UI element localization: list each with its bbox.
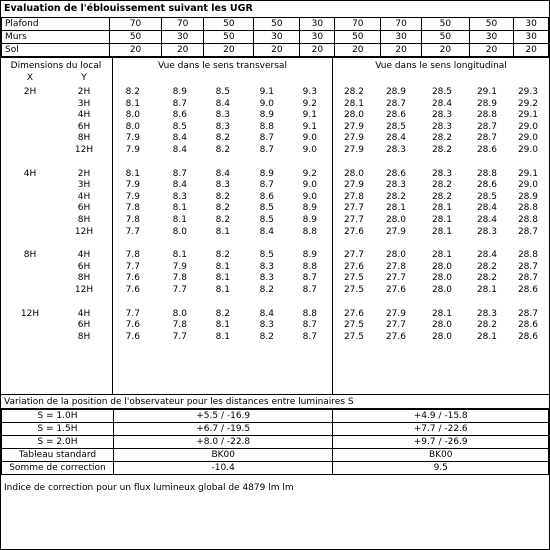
ugr-longitudinal-value: 27.7 <box>343 250 364 261</box>
ugr-longitudinal-value: 27.6 <box>343 226 364 237</box>
ugr-longitudinal-value: 28.2 <box>431 191 452 202</box>
room-y-value: 8H <box>77 133 91 144</box>
ugr-longitudinal-value: 28.3 <box>476 308 497 319</box>
ugr-transversal-value: 8.1 <box>172 215 187 225</box>
ugr-longitudinal-value: 28.1 <box>431 215 452 225</box>
ugr-longitudinal-value: 28.0 <box>431 331 452 342</box>
ugr-longitudinal-value: 28.3 <box>476 226 497 237</box>
ugr-longitudinal-value: 27.9 <box>343 145 364 155</box>
correction-longitudinal: BK00 <box>333 449 549 462</box>
ugr-transversal-value: 8.2 <box>215 133 230 144</box>
ugr-transversal-value: 8.1 <box>215 320 230 331</box>
ugr-transversal-value: 9.0 <box>302 191 317 202</box>
ugr-longitudinal-value: 27.5 <box>343 285 364 295</box>
ugr-transversal-value: 8.2 <box>215 250 230 261</box>
longitudinal-label: Vue dans le sens longitudinal <box>375 61 507 71</box>
ugr-transversal-value: 7.7 <box>125 226 140 237</box>
ugr-longitudinal-value: 27.7 <box>343 215 364 225</box>
reflectance-value: 50 <box>254 18 300 31</box>
ugr-longitudinal-value: 29.3 <box>517 87 538 97</box>
ugr-transversal-value: 8.6 <box>259 191 274 202</box>
ugr-transversal-value: 8.3 <box>215 121 230 132</box>
ugr-longitudinal-value: 29.0 <box>517 145 538 155</box>
reflectance-value: 20 <box>204 44 254 57</box>
reflectance-label: Sol <box>2 44 110 57</box>
ugr-transversal-value: 8.8 <box>259 121 274 132</box>
ugr-longitudinal-value: 28.1 <box>431 250 452 261</box>
ugr-longitudinal-value: 28.2 <box>476 320 497 331</box>
ugr-transversal-value: 8.5 <box>259 215 274 225</box>
ugr-transversal-value: 7.7 <box>172 285 187 295</box>
variation-label: Variation de la position de l'observateur pour les distances entre luminaires S <box>1 395 549 409</box>
ugr-transversal-value: 8.1 <box>215 261 230 272</box>
room-x-value: 4H <box>23 168 37 179</box>
ugr-transversal-value: 8.9 <box>302 203 317 214</box>
ugr-transversal-value: 7.9 <box>125 191 140 202</box>
ugr-longitudinal-value: 27.7 <box>343 203 364 214</box>
ugr-transversal-value: 8.2 <box>215 308 230 319</box>
ugr-longitudinal-value: 28.5 <box>385 121 406 132</box>
ugr-transversal-value: 7.9 <box>125 180 140 191</box>
ugr-transversal-value: 7.7 <box>125 308 140 319</box>
ugr-longitudinal-value: 27.6 <box>385 285 406 295</box>
correction-table <box>1 409 549 475</box>
ugr-longitudinal-value: 27.8 <box>385 261 406 272</box>
correction-row <box>2 462 549 475</box>
ugr-longitudinal-value: 28.5 <box>431 87 452 97</box>
ugr-transversal-value: 9.0 <box>259 98 274 109</box>
ugr-longitudinal-value: 28.0 <box>431 261 452 272</box>
room-y-value: 3H <box>77 180 91 191</box>
ugr-longitudinal-value: 28.6 <box>476 180 497 191</box>
ugr-transversal-value: 7.7 <box>172 331 187 342</box>
room-y-value: 2H <box>77 87 91 97</box>
ugr-transversal-value: 8.9 <box>302 215 317 225</box>
reflectance-value: 30 <box>469 31 513 44</box>
ugr-longitudinal-value: 28.4 <box>476 215 497 225</box>
room-x-value: 8H <box>23 250 37 261</box>
room-y-value: 8H <box>77 215 91 225</box>
ugr-longitudinal-value: 28.7 <box>517 226 538 237</box>
ugr-longitudinal-value: 28.7 <box>517 261 538 272</box>
reflectance-label: Murs <box>2 31 110 44</box>
ugr-longitudinal-value: 28.2 <box>431 133 452 144</box>
ugr-transversal-value: 8.1 <box>215 285 230 295</box>
ugr-transversal-value: 9.3 <box>302 87 317 97</box>
reflectance-value: 20 <box>514 44 549 57</box>
correction-row <box>2 423 549 436</box>
ugr-transversal-value: 8.9 <box>259 168 274 179</box>
correction-transversal: BK00 <box>113 449 333 462</box>
reflectance-value: 30 <box>381 31 421 44</box>
room-y-value: 12H <box>74 226 94 237</box>
ugr-transversal-value: 8.4 <box>259 226 274 237</box>
ugr-longitudinal-value: 28.3 <box>431 168 452 179</box>
ugr-transversal-value: 8.3 <box>259 261 274 272</box>
ugr-transversal-value: 8.1 <box>215 273 230 284</box>
ugr-longitudinal-value: 27.8 <box>343 191 364 202</box>
transversal-label: Vue dans le sens transversal <box>158 61 287 71</box>
ugr-transversal-value: 8.3 <box>172 191 187 202</box>
ugr-longitudinal-value: 28.1 <box>476 331 497 342</box>
correction-transversal: -10.4 <box>113 462 333 475</box>
ugr-transversal-value: 7.8 <box>125 203 140 214</box>
ugr-longitudinal-value: 28.7 <box>517 273 538 284</box>
ugr-transversal-value: 8.4 <box>259 308 274 319</box>
ugr-transversal-value: 8.1 <box>125 168 140 179</box>
ugr-longitudinal-value: 28.6 <box>517 320 538 331</box>
correction-label: S = 1.5H <box>2 423 114 436</box>
ugr-longitudinal-value: 28.8 <box>476 110 497 121</box>
ugr-transversal-value: 7.8 <box>172 273 187 284</box>
reflectance-value: 70 <box>335 18 381 31</box>
ugr-transversal-value: 7.8 <box>172 320 187 331</box>
correction-label: Somme de correction <box>2 462 114 475</box>
ugr-longitudinal-value: 28.7 <box>385 98 406 109</box>
correction-transversal: +8.0 / -22.8 <box>113 436 333 449</box>
ugr-data-block <box>1 57 549 395</box>
ugr-transversal-value: 9.2 <box>302 98 317 109</box>
reflectance-row <box>2 18 549 31</box>
ugr-transversal-value: 9.0 <box>302 180 317 191</box>
ugr-transversal-value: 8.2 <box>215 215 230 225</box>
reflectance-value: 20 <box>161 44 203 57</box>
correction-row <box>2 436 549 449</box>
ugr-transversal-value: 8.1 <box>172 203 187 214</box>
ugr-transversal-value: 7.9 <box>172 261 187 272</box>
ugr-transversal-value: 8.4 <box>172 180 187 191</box>
ugr-longitudinal-value: 29.0 <box>517 121 538 132</box>
reflectance-value: 70 <box>161 18 203 31</box>
ugr-longitudinal-value: 28.7 <box>476 121 497 132</box>
room-y-value: 4H <box>77 250 91 261</box>
ugr-longitudinal-value: 28.2 <box>431 180 452 191</box>
ugr-transversal-value: 8.8 <box>302 226 317 237</box>
reflectance-value: 30 <box>254 31 300 44</box>
ugr-transversal-value: 8.3 <box>215 110 230 121</box>
ugr-longitudinal-value: 28.8 <box>476 168 497 179</box>
ugr-transversal-value: 8.0 <box>125 121 140 132</box>
ugr-longitudinal-value: 28.0 <box>343 168 364 179</box>
ugr-transversal-value: 8.2 <box>215 145 230 155</box>
ugr-transversal-value: 8.2 <box>125 87 140 97</box>
ugr-transversal-value: 7.9 <box>125 145 140 155</box>
room-y-value: 3H <box>77 98 91 109</box>
reflectance-value: 50 <box>204 18 254 31</box>
ugr-longitudinal-value: 28.3 <box>385 180 406 191</box>
room-x-value: 12H <box>20 308 40 319</box>
room-y-value: 8H <box>77 273 91 284</box>
ugr-longitudinal-value: 28.4 <box>385 133 406 144</box>
ugr-longitudinal-value: 28.6 <box>517 331 538 342</box>
ugr-transversal-value: 8.1 <box>215 226 230 237</box>
room-y-value: 4H <box>77 308 91 319</box>
correction-label: Tableau standard <box>2 449 114 462</box>
ugr-longitudinal-value: 28.2 <box>431 145 452 155</box>
reflectance-value: 50 <box>204 31 254 44</box>
ugr-transversal-value: 8.4 <box>215 168 230 179</box>
dimensions-label: Dimensions du local <box>10 61 102 71</box>
ugr-transversal-value: 8.7 <box>172 168 187 179</box>
ugr-longitudinal-value: 28.9 <box>385 87 406 97</box>
ugr-transversal-value: 8.2 <box>215 191 230 202</box>
correction-label: S = 2.0H <box>2 436 114 449</box>
ugr-transversal-value: 9.2 <box>302 168 317 179</box>
ugr-longitudinal-value: 27.5 <box>343 273 364 284</box>
reflectance-table <box>1 17 549 57</box>
ugr-transversal-value: 7.6 <box>125 320 140 331</box>
ugr-longitudinal-value: 28.1 <box>431 203 452 214</box>
ugr-longitudinal-value: 28.0 <box>385 215 406 225</box>
room-y-value: 8H <box>77 331 91 342</box>
correction-label: S = 1.0H <box>2 410 114 423</box>
reflectance-value: 20 <box>110 44 162 57</box>
ugr-longitudinal-value: 28.3 <box>431 121 452 132</box>
ugr-transversal-value: 8.5 <box>172 121 187 132</box>
ugr-longitudinal-value: 28.9 <box>517 191 538 202</box>
ugr-longitudinal-value: 28.0 <box>431 320 452 331</box>
ugr-longitudinal-value: 28.8 <box>517 215 538 225</box>
ugr-longitudinal-value: 27.9 <box>343 180 364 191</box>
correction-transversal: +5.5 / -16.9 <box>113 410 333 423</box>
reflectance-value: 30 <box>300 31 335 44</box>
room-y-value: 12H <box>74 145 94 155</box>
ugr-transversal-value: 8.7 <box>259 133 274 144</box>
reflectance-value: 20 <box>300 44 335 57</box>
ugr-transversal-value: 8.2 <box>215 203 230 214</box>
ugr-transversal-value: 8.9 <box>302 250 317 261</box>
ugr-transversal-value: 8.8 <box>302 261 317 272</box>
reflectance-value: 30 <box>161 31 203 44</box>
reflectance-value: 20 <box>335 44 381 57</box>
ugr-transversal-value: 7.7 <box>125 261 140 272</box>
reflectance-value: 70 <box>381 18 421 31</box>
ugr-longitudinal-value: 28.9 <box>476 98 497 109</box>
room-y-value: 6H <box>77 320 91 331</box>
ugr-longitudinal-value: 28.6 <box>476 145 497 155</box>
ugr-longitudinal-value: 28.7 <box>517 308 538 319</box>
correction-longitudinal: 9.5 <box>333 462 549 475</box>
ugr-longitudinal-value: 27.9 <box>385 226 406 237</box>
room-y-value: 6H <box>77 121 91 132</box>
ugr-longitudinal-value: 28.6 <box>385 168 406 179</box>
ugr-transversal-value: 9.0 <box>302 133 317 144</box>
ugr-transversal-value: 8.7 <box>302 285 317 295</box>
ugr-longitudinal-value: 28.3 <box>431 110 452 121</box>
ugr-longitudinal-value: 28.3 <box>385 145 406 155</box>
ugr-longitudinal-value: 29.0 <box>517 180 538 191</box>
correction-longitudinal: +9.7 / -26.9 <box>333 436 549 449</box>
ugr-longitudinal-value: 27.7 <box>385 320 406 331</box>
reflectance-row <box>2 44 549 57</box>
ugr-transversal-value: 8.2 <box>259 331 274 342</box>
ugr-transversal-value: 8.3 <box>259 320 274 331</box>
ugr-transversal-value: 9.1 <box>302 121 317 132</box>
ugr-longitudinal-value: 28.6 <box>517 285 538 295</box>
ugr-transversal-value: 8.0 <box>172 226 187 237</box>
ugr-transversal-value: 8.7 <box>302 320 317 331</box>
ugr-longitudinal-value: 27.6 <box>385 331 406 342</box>
reflectance-value: 50 <box>335 31 381 44</box>
ugr-longitudinal-value: 28.1 <box>431 226 452 237</box>
correction-row <box>2 449 549 462</box>
ugr-transversal-value: 8.7 <box>259 145 274 155</box>
reflectance-value: 20 <box>421 44 469 57</box>
ugr-transversal-value: 8.4 <box>215 98 230 109</box>
reflectance-value: 70 <box>110 18 162 31</box>
ugr-longitudinal-value: 28.1 <box>385 203 406 214</box>
ugr-transversal-value: 9.1 <box>259 87 274 97</box>
ugr-transversal-value: 8.5 <box>259 203 274 214</box>
ugr-longitudinal-value: 27.9 <box>343 133 364 144</box>
ugr-longitudinal-value: 29.1 <box>517 110 538 121</box>
reflectance-label: Plafond <box>2 18 110 31</box>
ugr-transversal-value: 8.4 <box>172 133 187 144</box>
reflectance-value: 20 <box>254 44 300 57</box>
ugr-longitudinal-value: 27.7 <box>385 273 406 284</box>
ugr-longitudinal-value: 28.7 <box>476 133 497 144</box>
ugr-transversal-value: 7.8 <box>125 215 140 225</box>
correction-longitudinal: +7.7 / -22.6 <box>333 423 549 436</box>
ugr-longitudinal-value: 28.0 <box>431 285 452 295</box>
ugr-longitudinal-value: 28.4 <box>431 98 452 109</box>
correction-row <box>2 410 549 423</box>
ugr-longitudinal-value: 28.4 <box>476 250 497 261</box>
room-x-value: 2H <box>23 87 37 97</box>
ugr-transversal-value: 7.6 <box>125 285 140 295</box>
ugr-longitudinal-value: 28.1 <box>343 98 364 109</box>
ugr-transversal-value: 8.7 <box>259 180 274 191</box>
room-y-value: 2H <box>77 168 91 179</box>
ugr-longitudinal-value: 27.6 <box>343 261 364 272</box>
reflectance-row <box>2 31 549 44</box>
room-y-value: 4H <box>77 110 91 121</box>
ugr-longitudinal-value: 28.2 <box>385 191 406 202</box>
ugr-transversal-value: 7.8 <box>125 250 140 261</box>
room-y-value: 6H <box>77 261 91 272</box>
ugr-longitudinal-value: 28.8 <box>517 203 538 214</box>
ugr-transversal-value: 8.7 <box>302 273 317 284</box>
ugr-longitudinal-value: 29.2 <box>517 98 538 109</box>
ugr-transversal-value: 8.8 <box>302 308 317 319</box>
ugr-transversal-value: 8.1 <box>215 331 230 342</box>
reflectance-value: 50 <box>421 31 469 44</box>
ugr-transversal-value: 8.1 <box>172 250 187 261</box>
ugr-transversal-value: 8.0 <box>125 110 140 121</box>
ugr-longitudinal-value: 28.4 <box>476 203 497 214</box>
reflectance-value: 20 <box>469 44 513 57</box>
ugr-longitudinal-value: 27.9 <box>385 308 406 319</box>
ugr-longitudinal-value: 27.5 <box>343 331 364 342</box>
ugr-transversal-value: 8.9 <box>259 110 274 121</box>
reflectance-value: 30 <box>300 18 335 31</box>
ugr-longitudinal-value: 28.0 <box>431 273 452 284</box>
room-y-value: 6H <box>77 203 91 214</box>
ugr-transversal-value: 7.6 <box>125 273 140 284</box>
reflectance-value: 50 <box>469 18 513 31</box>
reflectance-value: 20 <box>381 44 421 57</box>
ugr-longitudinal-value: 28.0 <box>343 110 364 121</box>
reflectance-value: 50 <box>110 31 162 44</box>
ugr-longitudinal-value: 27.5 <box>343 320 364 331</box>
ugr-transversal-value: 8.4 <box>172 145 187 155</box>
room-y-value: 12H <box>74 285 94 295</box>
ugr-transversal-value: 8.1 <box>125 98 140 109</box>
ugr-longitudinal-value: 28.5 <box>476 191 497 202</box>
ugr-longitudinal-value: 27.6 <box>343 308 364 319</box>
ugr-transversal-value: 8.9 <box>172 87 187 97</box>
sheet-title: Evaluation de l'éblouissement suivant les UGR <box>4 3 253 14</box>
ugr-longitudinal-value: 29.0 <box>517 133 538 144</box>
correction-longitudinal: +4.9 / -15.8 <box>333 410 549 423</box>
ugr-longitudinal-value: 28.2 <box>476 273 497 284</box>
ugr-longitudinal-value: 28.1 <box>431 308 452 319</box>
correction-note: Indice de correction pour un flux lumineux global de 4879 lm lm <box>4 483 294 493</box>
x-label: X <box>26 73 34 83</box>
ugr-transversal-value: 9.0 <box>302 145 317 155</box>
ugr-transversal-value: 8.7 <box>302 331 317 342</box>
ugr-transversal-value: 8.5 <box>215 87 230 97</box>
ugr-transversal-value: 7.9 <box>125 133 140 144</box>
ugr-transversal-value: 8.2 <box>259 285 274 295</box>
reflectance-value: 30 <box>514 31 549 44</box>
ugr-longitudinal-value: 28.1 <box>476 285 497 295</box>
ugr-longitudinal-value: 28.2 <box>343 87 364 97</box>
room-y-value: 4H <box>77 191 91 202</box>
ugr-longitudinal-value: 28.8 <box>517 250 538 261</box>
ugr-transversal-value: 8.0 <box>172 308 187 319</box>
ugr-longitudinal-value: 29.1 <box>476 87 497 97</box>
ugr-transversal-value: 9.1 <box>302 110 317 121</box>
ugr-transversal-value: 8.5 <box>259 250 274 261</box>
ugr-transversal-value: 8.6 <box>172 110 187 121</box>
ugr-transversal-value: 8.7 <box>172 98 187 109</box>
correction-transversal: +6.7 / -19.5 <box>113 423 333 436</box>
ugr-longitudinal-value: 28.2 <box>476 261 497 272</box>
ugr-longitudinal-value: 28.0 <box>385 250 406 261</box>
ugr-transversal-value: 8.3 <box>259 273 274 284</box>
ugr-transversal-value: 8.3 <box>215 180 230 191</box>
ugr-longitudinal-value: 29.1 <box>517 168 538 179</box>
ugr-transversal-value: 7.6 <box>125 331 140 342</box>
reflectance-value: 30 <box>514 18 549 31</box>
ugr-longitudinal-value: 28.6 <box>385 110 406 121</box>
y-label: Y <box>81 73 87 83</box>
reflectance-value: 50 <box>421 18 469 31</box>
ugr-longitudinal-value: 27.9 <box>343 121 364 132</box>
